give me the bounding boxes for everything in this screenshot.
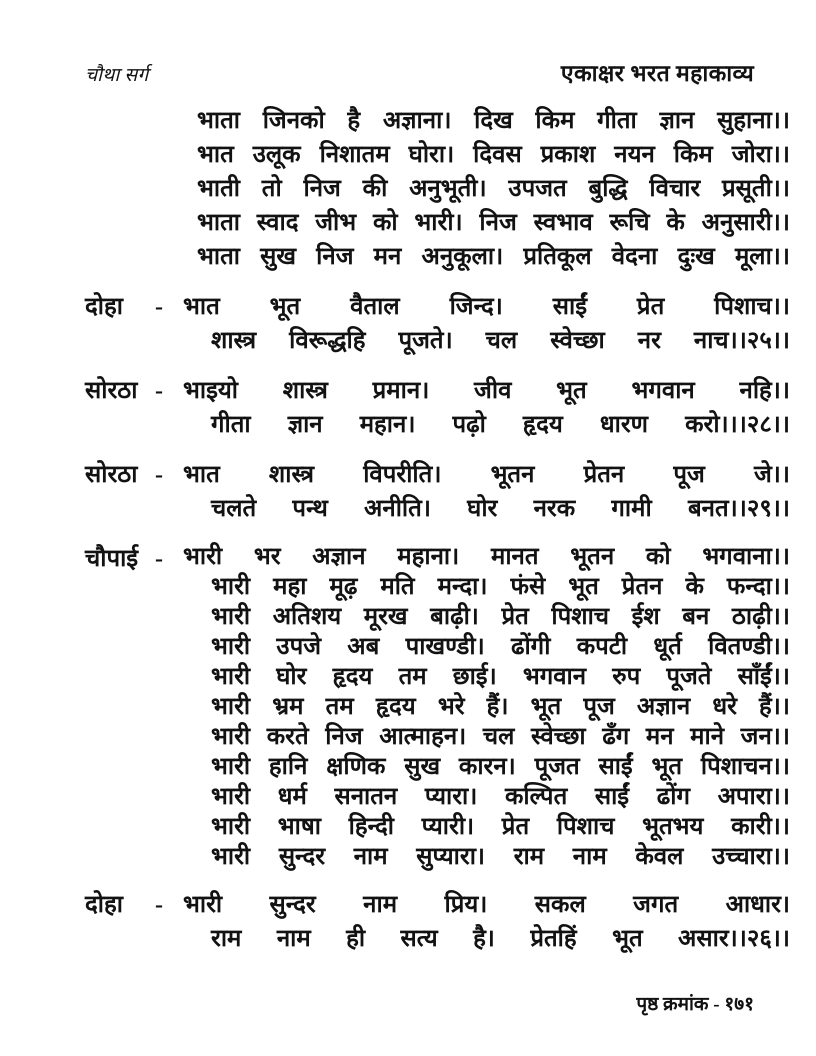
verse-line: गीता ज्ञान महान। पढ़ो हृदय धारण करो।।।२८।। (211, 412, 790, 438)
stanza-soratha (85, 374, 790, 442)
stanza-dash: - (155, 378, 163, 404)
verse-line: भारी धर्म सनातन प्यारा। कल्पित साईं ढोंग अपारा।। (211, 784, 790, 810)
verse-line: भाता स्वाद जीभ को भारी। निज स्वभाव रूचि के अनुसारी।। (197, 210, 790, 236)
stanza-chaupai (85, 542, 790, 872)
verse-line: भात शास्त्र विपरीति। भूतन प्रेतन पूज जे।। (183, 462, 790, 488)
verse-line: भारी हानि क्षणिक सुख कारन। पूजत साईं भूत पिशाचन।। (211, 754, 790, 780)
verse-line: भारी भर अज्ञान महाना। मानत भूतन को भगवाना।। (183, 544, 790, 570)
stanza-label: सोरठा (85, 378, 138, 404)
verse-line: भाइयो शास्त्र प्रमान। जीव भूत भगवान नहि।। (183, 378, 790, 404)
stanza-dash: - (155, 294, 163, 320)
page-number-label: पृष्ठ क्रमांक - १७१ (636, 994, 754, 1015)
stanza-label: दोहा (85, 892, 123, 918)
section-name: चौथा सर्ग (85, 65, 149, 86)
verse-column (183, 888, 790, 956)
verse-line: भाती तो निज की अनुभूती। उपजत बुद्धि विचार प्रसूती।। (197, 176, 790, 202)
stanza-label: चौपाई (85, 546, 139, 572)
verse-line: शास्त्र विरूद्धहि पूजते। चल स्वेच्छा नर नाच।।२५।। (211, 328, 790, 354)
verse-line: भारी सुन्दर नाम सुप्यारा। राम नाम केवल उच्चारा।। (211, 844, 790, 870)
stanza-soratha (85, 458, 790, 526)
verse-column (183, 458, 790, 526)
verse-line: भारी सुन्दर नाम प्रिय। सकल जगत आधार। (183, 892, 790, 918)
verse-line: भारी भाषा हिन्दी प्यारी। प्रेत पिशाच भूतभय कारी।। (211, 814, 790, 840)
verse-line: भात उलूक निशातम घोरा। दिवस प्रकाश नयन किम जोरा।। (197, 142, 790, 168)
verse-column (183, 542, 790, 872)
page-footer (85, 990, 790, 1016)
verse-column (183, 104, 790, 274)
stanza-dash: - (155, 546, 163, 572)
stanza-doha (85, 290, 790, 358)
verse-line: राम नाम ही सत्य है। प्रेतहिं भूत असार।।२६।। (211, 926, 790, 952)
verse-line: भारी महा मूढ़ मति मन्दा। फंसे भूत प्रेतन के फन्दा।। (211, 574, 790, 600)
verse-line: चलते पन्थ अनीति। घोर नरक गामी बनत।।२९।। (211, 496, 790, 522)
verse-line: भाता सुख निज मन अनुकूला। प्रतिकूल वेदना दुःख मूला।। (197, 244, 790, 270)
book-title: एकाक्षर भरत महाकाव्य (560, 61, 754, 86)
page-header (85, 56, 790, 88)
verse-line: भारी अतिशय मूरख बाढ़ी। प्रेत पिशाच ईश बन ठाढ़ी।। (211, 604, 790, 630)
stanza-dash: - (155, 892, 163, 918)
stanza-opening (85, 104, 790, 274)
verse-line: भारी करते निज आत्माहन। चल स्वेच्छा ढँग मन माने जन।। (211, 724, 790, 750)
stanza-dash: - (155, 462, 163, 488)
verse-line: भारी उपजे अब पाखण्डी। ढोंगी कपटी धूर्त वितण्डी।। (211, 634, 790, 660)
verse-line: भारी भ्रम तम हृदय भरे हैं। भूत पूज अज्ञान धरे हैं।। (211, 694, 790, 720)
verse-line: भात भूत वैताल जिन्द। साईं प्रेत पिशाच।। (183, 294, 790, 320)
stanza-label: सोरठा (85, 462, 138, 488)
verse-line: भाता जिनको है अज्ञाना। दिख किम गीता ज्ञान सुहाना।। (197, 108, 790, 134)
verse-line: भारी घोर हृदय तम छाई। भगवान रुप पूजते साँईं।। (211, 664, 790, 690)
verse-column (183, 290, 790, 358)
verse-column (183, 374, 790, 442)
stanza-doha (85, 888, 790, 956)
stanza-label: दोहा (85, 294, 123, 320)
